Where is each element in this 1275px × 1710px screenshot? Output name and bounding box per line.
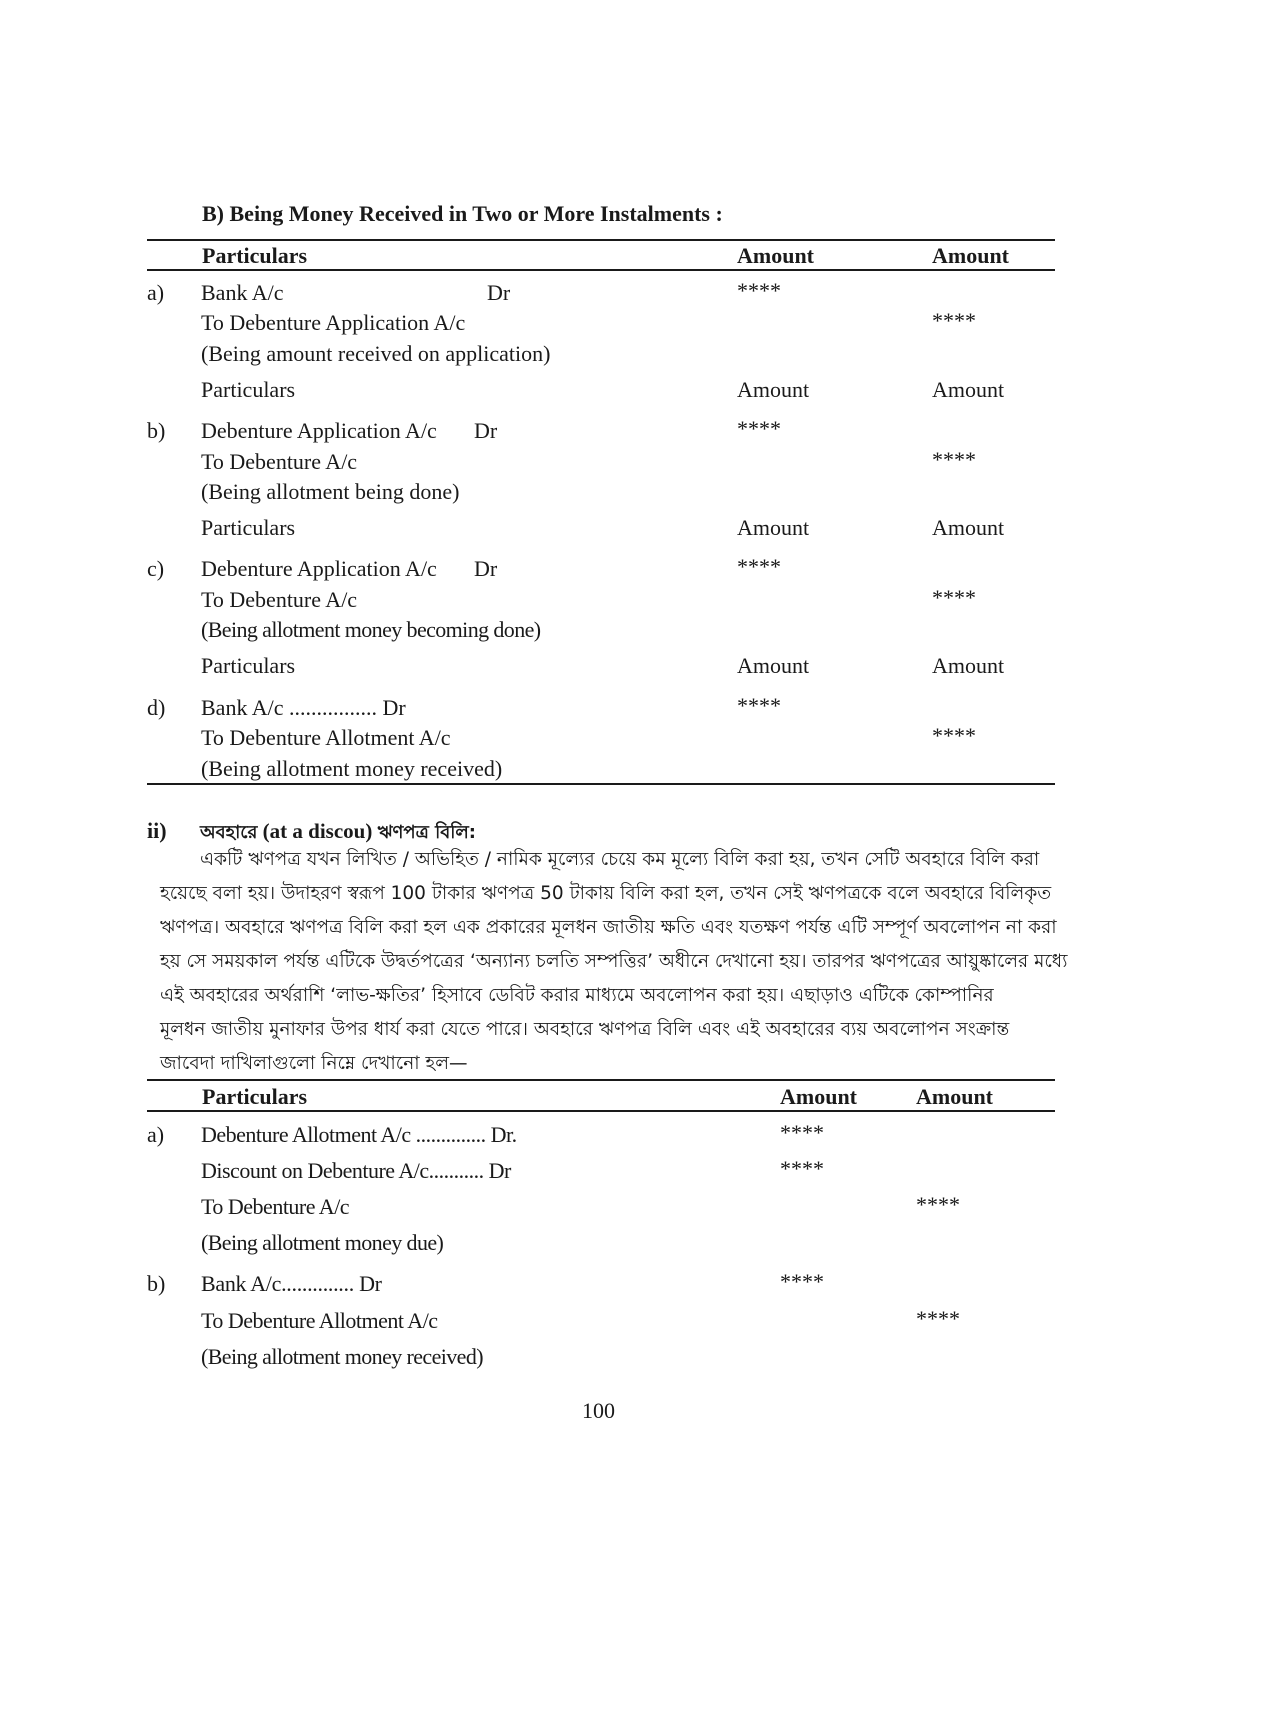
journal-line: Discount on Debenture A/c........... Dr: [201, 1158, 511, 1183]
narration: (Being allotment money becoming done): [201, 617, 541, 642]
subheader-amount-debit: Amount: [737, 377, 810, 402]
narration: (Being allotment money received): [201, 756, 503, 781]
credit-amount: ****: [932, 447, 976, 472]
entry-label: a): [147, 1122, 165, 1147]
table2-top-rule: [147, 1079, 1055, 1081]
narration: (Being allotment money received): [201, 1344, 483, 1369]
debit-amount: ****: [780, 1120, 824, 1145]
narration: (Being amount received on application): [201, 341, 551, 366]
entry-label: d): [147, 695, 166, 720]
table2-header-rule: [147, 1110, 1055, 1112]
table2-header-amount-debit: Amount: [780, 1084, 858, 1109]
section-number: ii): [147, 818, 167, 843]
debit-account: Bank A/c: [201, 280, 284, 305]
narration: (Being allotment money due): [201, 1230, 444, 1255]
bengali-paragraph: [160, 843, 1156, 1081]
subheader-amount-debit: Amount: [737, 515, 810, 540]
debit-amount: ****: [737, 416, 781, 441]
dr-marker: Dr: [474, 418, 498, 443]
table-header-amount-debit: Amount: [737, 243, 815, 268]
credit-amount: ****: [932, 308, 976, 333]
entry-label: c): [147, 556, 165, 581]
debit-account: Debenture Application A/c: [201, 556, 437, 581]
credit-amount: ****: [916, 1192, 960, 1217]
credit-account: To Debenture Application A/c: [201, 310, 466, 335]
paragraph-line: মূলধন জাতীয় মুনাফার উপর ধার্য করা যেতে পারে। অবহারে ঋণপত্র বিলি এবং এই অবহারের ব্যয় অবলোপন সংক্রান্ত: [160, 1019, 1010, 1040]
entry-label: b): [147, 1271, 166, 1296]
page-number: 100: [582, 1398, 615, 1423]
table-top-rule: [147, 239, 1055, 241]
table-bottom-rule: [147, 783, 1055, 785]
journal-line: Bank A/c.............. Dr: [201, 1271, 382, 1296]
subheader-particulars: Particulars: [201, 515, 296, 540]
heading-english: (at a discou): [262, 819, 373, 843]
journal-line: To Debenture A/c: [201, 1194, 350, 1219]
credit-account: To Debenture A/c: [201, 449, 358, 474]
subheader-amount-credit: Amount: [932, 377, 1005, 402]
paragraph-line: ঋণপত্র। অবহারে ঋণপত্র বিলি করা হল এক প্রকারের মূলধন জাতীয় ক্ষতি এবং যতক্ষণ পর্যন্ত এটি সম্পূর্ণ অবলোপন না করা: [160, 917, 1057, 938]
dr-marker: Dr: [474, 556, 498, 581]
subheader-amount-credit: Amount: [932, 653, 1005, 678]
journal-line: Debenture Allotment A/c .............. Dr.: [201, 1122, 517, 1147]
paragraph-line: জাবেদা দাখিলাগুলো নিম্নে দেখানো হল—: [160, 1053, 468, 1074]
paragraph-line: হয় সে সময়কাল পর্যন্ত এটিকে উদ্বর্তপত্রের ‘অন্যান্য চলতি সম্পত্তির’ অধীনে দেখানো হয়। তারপর ঋণপত্রের আয়ুষ্কালের মধ্যে: [160, 951, 1068, 972]
debit-amount: ****: [737, 278, 781, 303]
heading-bengali-pre: অবহারে: [200, 822, 258, 843]
debit-amount: ****: [737, 693, 781, 718]
table-header-amount-credit: Amount: [932, 243, 1010, 268]
table2-header-amount-credit: Amount: [916, 1084, 994, 1109]
section-b-heading: B) Being Money Received in Two or More Instalments :: [202, 201, 723, 226]
subheader-particulars: Particulars: [201, 377, 296, 402]
entry-label: a): [147, 280, 165, 305]
subheader-amount-credit: Amount: [932, 515, 1005, 540]
table2-header-particulars: Particulars: [202, 1084, 308, 1109]
credit-account: To Debenture Allotment A/c: [201, 725, 451, 750]
debit-account: Bank A/c ................ Dr: [201, 695, 406, 720]
paragraph-line: একটি ঋণপত্র যখন লিখিত / অভিহিত / নামিক মূল্যের চেয়ে কম মূল্যে বিলি করা হয়, তখন সেটি অবহারে বিলি করা: [200, 849, 1040, 870]
subheader-particulars: Particulars: [201, 653, 296, 678]
subheader-amount-debit: Amount: [737, 653, 810, 678]
debit-amount: ****: [737, 554, 781, 579]
paragraph-line: হয়েছে বলা হয়। উদাহরণ স্বরূপ 100 টাকার ঋণপত্র 50 টাকায় বিলি করা হল, তখন সেই ঋণপত্রকে বলে অবহারে বিলিকৃত: [160, 883, 1052, 904]
debit-account: Debenture Application A/c: [201, 418, 437, 443]
credit-amount: ****: [916, 1306, 960, 1331]
debit-amount: ****: [780, 1269, 824, 1294]
credit-amount: ****: [932, 723, 976, 748]
debit-amount: ****: [780, 1156, 824, 1181]
table-header-particulars: Particulars: [202, 243, 308, 268]
heading-bengali-post: ঋণপত্র বিলি:: [377, 822, 477, 843]
credit-amount: ****: [932, 585, 976, 610]
narration: (Being allotment being done): [201, 479, 460, 504]
journal-line: To Debenture Allotment A/c: [201, 1308, 438, 1333]
paragraph-line: এই অবহারের অর্থরাশি ‘লাভ-ক্ষতির’ হিসাবে ডেবিট করার মাধ্যমে অবলোপন করা হয়। এছাড়াও এটিকে কোম্পানির: [160, 985, 994, 1006]
entry-label: b): [147, 418, 166, 443]
dr-marker: Dr: [487, 280, 511, 305]
table-header-rule: [147, 269, 1055, 271]
credit-account: To Debenture A/c: [201, 587, 358, 612]
